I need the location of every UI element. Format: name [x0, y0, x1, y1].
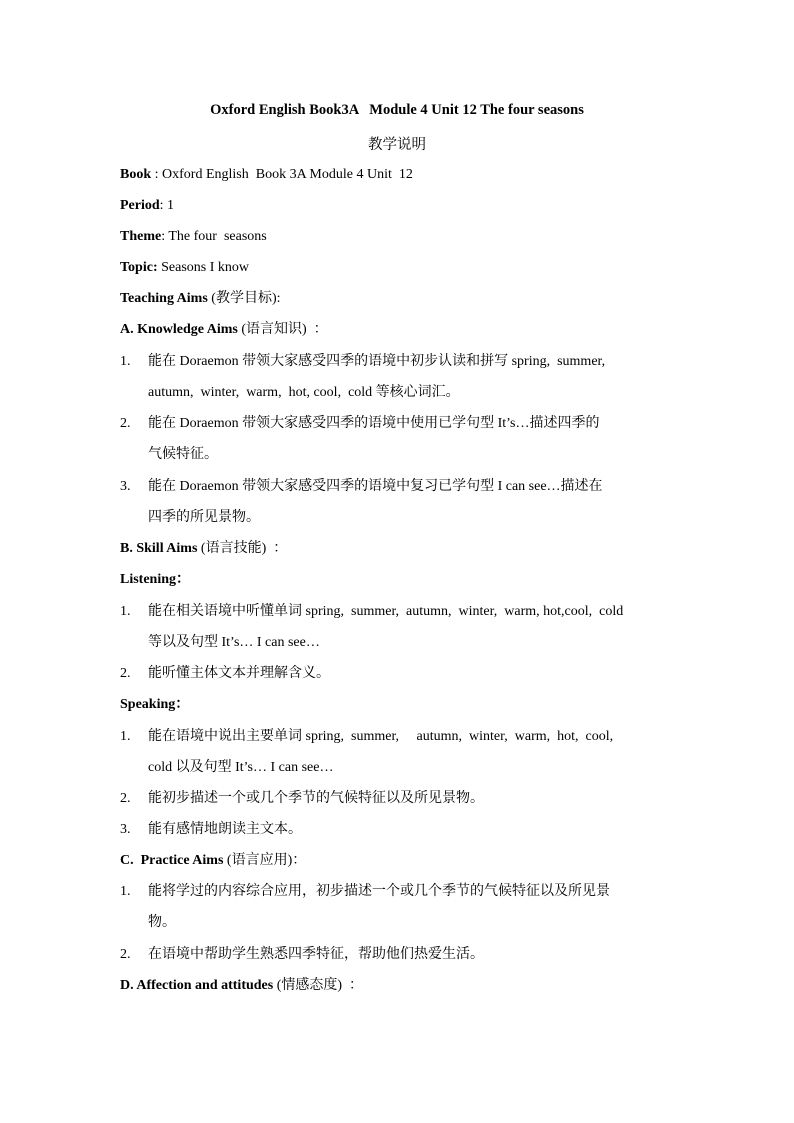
theme-value: : The four seasons [161, 229, 267, 244]
practice-aims-label: C. Practice Aims [120, 853, 224, 868]
list-item: 能有感情地朗读主文本。 [148, 822, 302, 837]
list-item: 能初步描述一个或几个季节的气候特征以及所见景物。 [148, 791, 484, 806]
affection-label: D. Affection and attitudes [120, 978, 274, 993]
list-number: 1. [120, 729, 131, 744]
document-title: Oxford English Book3A Module 4 Unit 12 The four seasons [210, 102, 584, 118]
period-value: : 1 [159, 198, 175, 213]
list-number: 3. [120, 822, 131, 837]
speaking-heading: Speaking： [120, 697, 190, 712]
book-value: : Oxford English Book 3A Module 4 Unit 12 [151, 167, 413, 182]
theme-label: Theme [120, 229, 162, 244]
affection-heading [120, 977, 363, 995]
list-item-continuation: 气候特征。 [148, 447, 218, 462]
teaching-aims-label: Teaching Aims [120, 291, 208, 306]
practice-aims-cn: (语言应用)： [223, 853, 307, 868]
list-number: 2. [120, 416, 131, 431]
affection-cn: (情感态度) ： [273, 978, 364, 993]
listening-heading: Listening： [120, 572, 191, 587]
list-item-continuation: autumn, winter, warm, hot, cool, cold 等核心词汇。 [148, 385, 460, 400]
skill-aims-heading [120, 540, 287, 558]
practice-aims-heading [120, 852, 306, 870]
list-item: 在语境中帮助学生熟悉四季特征，帮助他们热爱生活。 [148, 947, 484, 962]
book-line [120, 166, 413, 184]
list-item: 能将学过的内容综合应用，初步描述一个或几个季节的气候特征以及所见景 [148, 884, 610, 899]
list-item: 能在 Doraemon 带领大家感受四季的语境中初步认读和拼写 spring, summer, [148, 354, 606, 369]
skill-aims-cn: (语言技能) ： [197, 541, 288, 556]
list-number: 2. [120, 947, 131, 962]
period-label: Period [120, 198, 160, 213]
list-number: 3. [120, 479, 131, 494]
list-item: 能在 Doraemon 带领大家感受四季的语境中使用已学句型 It’s…描述四季的 [148, 416, 600, 431]
skill-aims-label: B. Skill Aims [120, 541, 198, 556]
list-item: 能在 Doraemon 带领大家感受四季的语境中复习已学句型 I can see…描述在 [148, 479, 603, 494]
knowledge-aims-label: A. Knowledge Aims [120, 322, 238, 337]
knowledge-aims-heading [120, 321, 328, 339]
list-item: 能在语境中说出主要单词 spring, summer, autumn, winter, warm, hot, cool, [148, 729, 614, 744]
teaching-aims-heading [120, 290, 281, 308]
teaching-aims-cn: (教学目标): [207, 291, 281, 306]
list-item-continuation: 物。 [148, 915, 176, 930]
list-item-continuation: 四季的所见景物。 [148, 510, 260, 525]
list-item: 能在相关语境中听懂单词 spring, summer, autumn, winter, warm, hot,cool, cold [148, 604, 624, 619]
topic-value: Seasons I know [157, 260, 249, 275]
list-number: 1. [120, 354, 131, 369]
list-number: 1. [120, 884, 131, 899]
list-number: 2. [120, 666, 131, 681]
book-label: Book [120, 167, 152, 182]
knowledge-aims-cn: (语言知识) ： [237, 322, 328, 337]
list-item: 能听懂主体文本并理解含义。 [148, 666, 330, 681]
list-number: 2. [120, 791, 131, 806]
list-item-continuation: cold 以及句型 It’s… I can see… [148, 760, 334, 775]
topic-label: Topic: [120, 260, 158, 275]
period-line [120, 197, 174, 215]
topic-line [120, 259, 249, 277]
list-number: 1. [120, 604, 131, 619]
document-subtitle: 教学说明 [368, 137, 426, 153]
list-item-continuation: 等以及句型 It’s… I can see… [148, 635, 320, 650]
theme-line [120, 228, 267, 246]
